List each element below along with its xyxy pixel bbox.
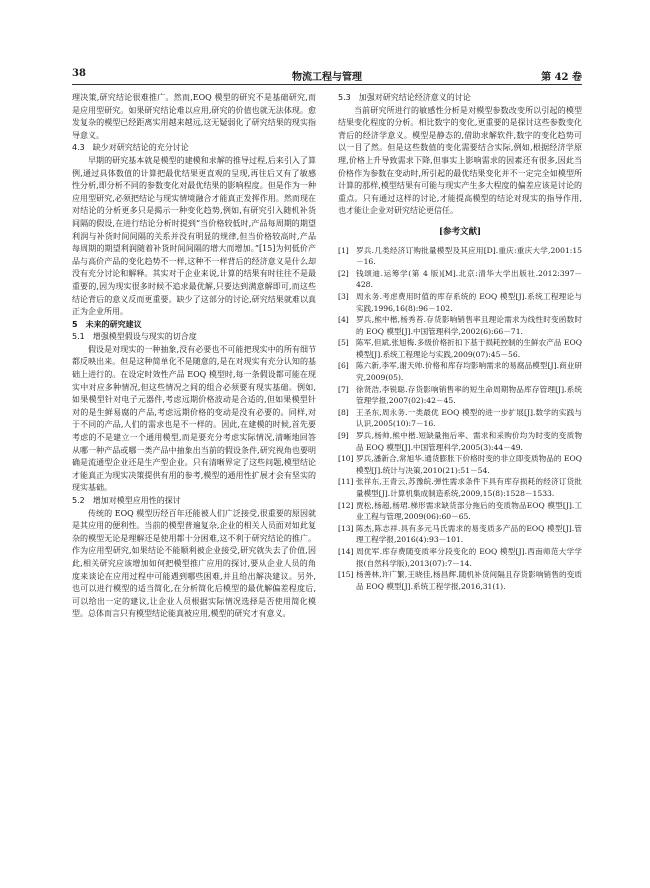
reference-number: [4]: [338, 315, 349, 325]
reference-text: 王圣东,周永务.一类最优 EOQ 模型的进一步扩展[J].数学的实践与认识,2005(10):7－16.: [356, 407, 582, 429]
reference-text: 陈杰,陈志祥.具有多元马氏需求的易变质多产品的EOQ 模型[J].管理工程学报,2016(4):93－101.: [356, 523, 582, 545]
reference-text: 贾松,杨超,杨珺.梯形需求缺货部分拖后的变质物品EOQ 模型[J].工业工程与管理,2009(06):60－65.: [356, 500, 582, 522]
reference-number: [12]: [338, 500, 354, 510]
reference-text: 周优军.库存费随变质率分段变化的 EOQ 模型[J].西南师范大学学报(自然科学版),2013(07):7－14.: [356, 546, 582, 568]
reference-text: 罗兵,杨帅,熊中楷.短缺量拖后率、需求和采购价均为时变的变质物品 EOQ 模型[J].中国管理科学,2005(3):44－49.: [356, 431, 582, 452]
reference-number: [7]: [338, 384, 349, 394]
section-5-3-heading: 5.3 加强对研究结论经济意义的讨论: [338, 93, 471, 102]
reference-list: [338, 245, 582, 593]
reference-text: 陈六新,李军,谢天帅.价格和库存均影响需求的易腐品模型[J].商业研究,2009(05).: [356, 361, 582, 383]
reference-text: 周永务.考虑费用时值的库存系统的 EOQ 模型[J].系统工程理论与实践,1996,16(8):96－102.: [356, 291, 582, 313]
reference-text: 杨善林,许广繁,王晓佳,杨昌辉.随机补货间隔且存货影响销售的变质品 EOQ 模型[J].系统工程学报,2016,31(1).: [356, 570, 582, 591]
reference-number: [10]: [338, 454, 354, 464]
reference-item: [338, 430, 582, 453]
header-rule: [72, 84, 582, 85]
reference-item: [338, 453, 582, 476]
reference-item: [338, 245, 582, 268]
reference-item: [338, 291, 582, 314]
reference-number: [3]: [338, 291, 349, 301]
section-4-3-paragraph: 早期的研究基本就是模型的建模和求解的推导过程,后来引入了算例,通过具体数值的计算把最优结果更直观的呈现,再往后又有了敏感性分析,即分析不同的参数变化对最优结果的影响程度。但是作为一种应用型研究,必须把结论与现实情境融合才能真正发挥作用。然而现在对结论的分析更多只是揭示一种变化趋势,例如,有研究引入随机补货间隔的假设,在进行结论分析时提到“当价格较低时,产品每周期的期望利润与补货时间间隔的关系并没有明显的规律,但当价格较高时,产品每周期的期望利润随着补货时间间隔的增大而增加。”[15]为何低价产品与高价产品的变化趋势不一样,这种不一样背后的经济意义是什么却没有充分讨论和解释。其实对于企业来说,计算的结果有时往往不是最重要的,因为现实很多时候不追求最优解,只要达到满意解即可,而这些结论背后的意义反而更重要。缺少了这部分的讨论,研究结果就难以真正为企业所用。: [72, 155, 316, 317]
right-column: [338, 92, 582, 592]
reference-item: [338, 546, 582, 569]
reference-number: [6]: [338, 361, 349, 371]
page-number: 38: [72, 68, 86, 79]
volume-label: 第 42 卷: [541, 72, 582, 83]
reference-item: [338, 337, 582, 360]
reference-item: [338, 500, 582, 523]
left-column: [72, 92, 316, 621]
section-5-3-paragraph: 当前研究所进行的敏感性分析是对模型参数改变所以引起的模型结果变化程度的分析。相比数字的变化,更重要的是探讨这些参数变化背后的经济学意义。模型是静态的,借助求解软件,数字的变化趋势可以一目了然。但是这些数值的变化需要结合实际,例如,根据经济学原理,价格上升导致需求下降,但事实上影响需求的因素还有很多,因此当价格作为参数在变动时,所引起的最优结果变化并不一定完全如模型所计算的那样,模型结果有可能与现实产生多大程度的偏差应该是讨论的重点。只有通过这样的讨论,才能提高模型的结论对现实的指导作用,也才能让企业对研究结论更信任。: [338, 105, 582, 216]
reference-item: [338, 523, 582, 546]
reference-number: [8]: [338, 407, 349, 417]
reference-item: [338, 360, 582, 383]
section-5-2-paragraph: 传统的 EOQ 模型历经百年还能被人们广泛接受,很重要的原因就是其应用的便利性。当前的模型普遍复杂,企业的相关人员面对如此复杂的模型无论是理解还是使用都十分困难,这不利于研究结论的推广。作为应用型研究,如果结论不能顺利被企业接受,研究就失去了价值,因此,相关研究应该增加如何把模型推广应用的探讨,要从企业人员的角度来谈论在应用过程中可能遇到哪些困难,并且给出解决建议。另外,也可以进行模型的适当简化,在分析简化后模型的最优解偏差程度后,可以给出一定的建议,让企业人员根据实际情况选择是否使用简化模型。总体而言只有模型结论能真被应用,模型的研究才有意义。: [72, 508, 316, 619]
reference-number: [2]: [338, 268, 349, 278]
references-title: [参考文献]: [438, 226, 482, 237]
reference-item: [338, 569, 582, 592]
reference-item: [338, 407, 582, 430]
reference-number: [15]: [338, 570, 354, 580]
intro-paragraph: 理决策,研究结论很难推广。然而,EOQ 模型的研究不是基础研究,而是应用型研究。如果研究结论难以应用,研究的价值也就无法体现。愈发复杂的模型已经距离实用越来越远,这无疑弱化了研究结果的现实指导意义。: [72, 93, 316, 140]
reference-item: [338, 314, 582, 337]
reference-number: [1]: [338, 245, 349, 255]
reference-text: 罗兵.几类经济订购批量模型及其应用[D].重庆:重庆大学,2001:15－16.: [356, 245, 582, 267]
page-header: [72, 68, 582, 84]
section-5-1-heading: 5.1 增强模型假设与现实的切合度: [72, 332, 197, 342]
reference-text: 钱颂迪.运筹学(第 4 版)[M].北京:清华大学出版社.2012:397－428.: [356, 268, 582, 290]
reference-item: [338, 476, 582, 499]
reference-text: 陈军,但斌,张旭梅.多级价格折扣下基于损耗控制的生鲜农产品 EOQ 模型[J].系统工程理论与实践,2009(07):45－56.: [356, 338, 582, 359]
reference-number: [13]: [338, 523, 354, 533]
reference-number: [14]: [338, 546, 354, 556]
section-4-3-heading: 4.3 缺少对研究结论的充分讨论: [72, 143, 189, 153]
reference-item: [338, 384, 582, 407]
reference-text: 张祥东,王青云,苏豫皖.弹性需求条件下具有库存损耗的经济订货批量模型[J].计算机集成制造系统,2009,15(8):1528－1533.: [356, 477, 582, 498]
reference-number: [11]: [338, 477, 354, 487]
reference-number: [9]: [338, 431, 349, 441]
section-5-heading: 5 未来的研究建议: [72, 319, 142, 329]
section-5-2-heading: 5.2 增加对模型应用性的探讨: [72, 496, 181, 505]
reference-text: 罗兵,熊中楷,杨秀苔.存货影响销售率且理论需求为线性时变函数时的 EOQ 模型[J].中国管理科学,2002(6):66－71.: [356, 315, 582, 336]
section-5-1-paragraph: 假设是对现实的一种抽象,没有必要也不可能把现实中的所有细节都反映出来。但是这种简单化不是随意的,是在对现实有充分认知的基础上进行的。在设定时效性产品 EOQ 模型时,每一条假设都可能在现实中对应多种情况,但这些情况之间的组合必须要有现实基础。例如,如果模型针对电子元器件,考虑远期价格波动是合适的,但如果模型针对的是生鲜易腐的产品,考虑远期价格的变动是没有必要的。同样,对于不同的产品,人们的需求也是不一样的。因此,在建模的时候,首先要考虑的不是建立一个通用模型,而是要充分考虑实际情况,清晰地回答从哪一种产品或哪一类产品中抽象出当前的假设条件,研究视角也要明确是流通型企业还是生产型企业。只有清晰界定了这些问题,模型结论才能真正为现实决策提供有用的参考,模型的通用性扩展才会有坚实的现实基础。: [72, 344, 316, 493]
journal-title: 物流工程与管理: [292, 72, 362, 83]
reference-text: 徐贤浩,李锐聪.存货影响销售率的短生命周期物品库存管理[J].系统管理学报,2007(02):42－45.: [356, 384, 582, 406]
reference-text: 罗兵,潘新合,常旭华.通货膨胀下价格时变的非立即变质物品的 EOQ 模型[J].统计与决策,2010(21):51－54.: [356, 454, 582, 475]
reference-number: [5]: [338, 338, 349, 348]
reference-item: [338, 268, 582, 291]
